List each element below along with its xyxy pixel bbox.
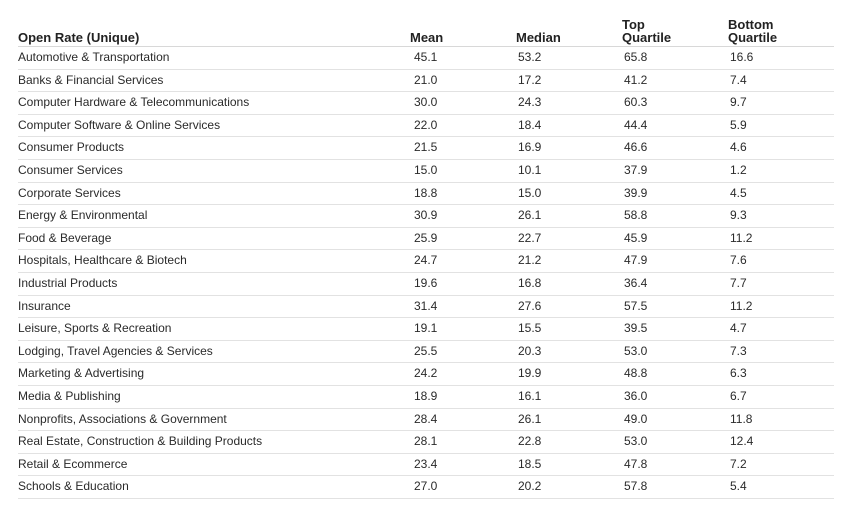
row-mean-cell: 45.1 — [410, 47, 516, 70]
row-bottom-quartile-cell: 7.6 — [728, 250, 834, 273]
row-median-cell: 18.4 — [516, 114, 622, 137]
table-header-row — [18, 14, 834, 47]
row-top-quartile-cell: 36.4 — [622, 272, 728, 295]
row-median-cell: 20.3 — [516, 340, 622, 363]
row-median-cell: 16.9 — [516, 137, 622, 160]
row-median-cell: 53.2 — [516, 47, 622, 70]
row-bottom-quartile-cell: 7.3 — [728, 340, 834, 363]
table-row — [18, 385, 834, 408]
row-category-cell: Media & Publishing — [18, 385, 410, 408]
row-median-cell: 27.6 — [516, 295, 622, 318]
row-bottom-quartile-cell: 9.7 — [728, 92, 834, 115]
header-bottom-quartile: Bottom Quartile — [728, 14, 834, 47]
row-bottom-quartile-cell: 12.4 — [728, 431, 834, 454]
table-row — [18, 159, 834, 182]
row-top-quartile-cell: 49.0 — [622, 408, 728, 431]
row-bottom-quartile-cell: 4.6 — [728, 137, 834, 160]
header-median: Median — [516, 14, 622, 47]
row-bottom-quartile-cell: 7.7 — [728, 272, 834, 295]
row-mean-cell: 28.4 — [410, 408, 516, 431]
row-top-quartile-cell: 53.0 — [622, 340, 728, 363]
row-median-cell: 20.2 — [516, 476, 622, 499]
row-median-cell: 22.8 — [516, 431, 622, 454]
row-mean-cell: 19.1 — [410, 318, 516, 341]
row-bottom-quartile-cell: 4.7 — [728, 318, 834, 341]
row-bottom-quartile-cell: 7.4 — [728, 69, 834, 92]
row-category-cell: Schools & Education — [18, 476, 410, 499]
row-category-cell: Lodging, Travel Agencies & Services — [18, 340, 410, 363]
row-mean-cell: 21.5 — [410, 137, 516, 160]
row-category-cell: Computer Software & Online Services — [18, 114, 410, 137]
row-mean-cell: 21.0 — [410, 69, 516, 92]
table-row — [18, 295, 834, 318]
row-category-cell: Banks & Financial Services — [18, 69, 410, 92]
row-bottom-quartile-cell: 6.3 — [728, 363, 834, 386]
row-top-quartile-cell: 60.3 — [622, 92, 728, 115]
table-row — [18, 182, 834, 205]
table-row — [18, 453, 834, 476]
row-category-cell: Real Estate, Construction & Building Products — [18, 431, 410, 454]
row-bottom-quartile-cell: 5.9 — [728, 114, 834, 137]
table-row — [18, 114, 834, 137]
row-bottom-quartile-cell: 4.5 — [728, 182, 834, 205]
row-category-cell: Marketing & Advertising — [18, 363, 410, 386]
table-row — [18, 272, 834, 295]
row-median-cell: 18.5 — [516, 453, 622, 476]
table-row — [18, 363, 834, 386]
table-row — [18, 69, 834, 92]
row-top-quartile-cell: 65.8 — [622, 47, 728, 70]
table-row — [18, 476, 834, 499]
row-bottom-quartile-cell: 6.7 — [728, 385, 834, 408]
row-category-cell: Leisure, Sports & Recreation — [18, 318, 410, 341]
row-mean-cell: 19.6 — [410, 272, 516, 295]
row-top-quartile-cell: 57.8 — [622, 476, 728, 499]
table-row — [18, 227, 834, 250]
row-mean-cell: 27.0 — [410, 476, 516, 499]
row-bottom-quartile-cell: 16.6 — [728, 47, 834, 70]
row-top-quartile-cell: 57.5 — [622, 295, 728, 318]
table-row — [18, 92, 834, 115]
row-mean-cell: 18.9 — [410, 385, 516, 408]
row-top-quartile-cell: 53.0 — [622, 431, 728, 454]
row-mean-cell: 25.9 — [410, 227, 516, 250]
row-category-cell: Computer Hardware & Telecommunications — [18, 92, 410, 115]
row-top-quartile-cell: 45.9 — [622, 227, 728, 250]
row-median-cell: 26.1 — [516, 408, 622, 431]
row-mean-cell: 30.9 — [410, 205, 516, 228]
open-rate-table-container — [18, 14, 836, 499]
row-mean-cell: 25.5 — [410, 340, 516, 363]
row-top-quartile-cell: 39.5 — [622, 318, 728, 341]
row-top-quartile-cell: 44.4 — [622, 114, 728, 137]
row-median-cell: 21.2 — [516, 250, 622, 273]
row-bottom-quartile-cell: 11.2 — [728, 295, 834, 318]
row-category-cell: Insurance — [18, 295, 410, 318]
row-mean-cell: 30.0 — [410, 92, 516, 115]
table-row — [18, 47, 834, 70]
row-category-cell: Consumer Products — [18, 137, 410, 160]
row-median-cell: 15.5 — [516, 318, 622, 341]
row-bottom-quartile-cell: 5.4 — [728, 476, 834, 499]
row-top-quartile-cell: 47.9 — [622, 250, 728, 273]
row-bottom-quartile-cell: 11.8 — [728, 408, 834, 431]
row-median-cell: 16.1 — [516, 385, 622, 408]
row-mean-cell: 15.0 — [410, 159, 516, 182]
row-top-quartile-cell: 39.9 — [622, 182, 728, 205]
row-category-cell: Industrial Products — [18, 272, 410, 295]
row-mean-cell: 31.4 — [410, 295, 516, 318]
row-top-quartile-cell: 37.9 — [622, 159, 728, 182]
table-row — [18, 408, 834, 431]
table-row — [18, 431, 834, 454]
row-median-cell: 19.9 — [516, 363, 622, 386]
header-mean: Mean — [410, 14, 516, 47]
row-category-cell: Hospitals, Healthcare & Biotech — [18, 250, 410, 273]
open-rate-table — [18, 14, 834, 499]
row-bottom-quartile-cell: 7.2 — [728, 453, 834, 476]
table-row — [18, 340, 834, 363]
row-top-quartile-cell: 48.8 — [622, 363, 728, 386]
row-median-cell: 17.2 — [516, 69, 622, 92]
row-mean-cell: 22.0 — [410, 114, 516, 137]
row-category-cell: Automotive & Transportation — [18, 47, 410, 70]
row-top-quartile-cell: 36.0 — [622, 385, 728, 408]
row-bottom-quartile-cell: 1.2 — [728, 159, 834, 182]
table-row — [18, 318, 834, 341]
row-mean-cell: 23.4 — [410, 453, 516, 476]
table-body — [18, 47, 834, 499]
row-mean-cell: 18.8 — [410, 182, 516, 205]
row-mean-cell: 24.7 — [410, 250, 516, 273]
header-top-quartile: Top Quartile — [622, 14, 728, 47]
row-category-cell: Food & Beverage — [18, 227, 410, 250]
row-mean-cell: 24.2 — [410, 363, 516, 386]
row-top-quartile-cell: 47.8 — [622, 453, 728, 476]
table-row — [18, 137, 834, 160]
row-median-cell: 15.0 — [516, 182, 622, 205]
row-top-quartile-cell: 46.6 — [622, 137, 728, 160]
row-median-cell: 22.7 — [516, 227, 622, 250]
row-median-cell: 10.1 — [516, 159, 622, 182]
row-median-cell: 16.8 — [516, 272, 622, 295]
row-category-cell: Corporate Services — [18, 182, 410, 205]
row-median-cell: 24.3 — [516, 92, 622, 115]
table-row — [18, 250, 834, 273]
row-category-cell: Consumer Services — [18, 159, 410, 182]
row-bottom-quartile-cell: 9.3 — [728, 205, 834, 228]
row-median-cell: 26.1 — [516, 205, 622, 228]
row-category-cell: Energy & Environmental — [18, 205, 410, 228]
row-bottom-quartile-cell: 11.2 — [728, 227, 834, 250]
row-top-quartile-cell: 41.2 — [622, 69, 728, 92]
table-row — [18, 205, 834, 228]
row-top-quartile-cell: 58.8 — [622, 205, 728, 228]
row-mean-cell: 28.1 — [410, 431, 516, 454]
row-category-cell: Retail & Ecommerce — [18, 453, 410, 476]
header-category: Open Rate (Unique) — [18, 14, 410, 47]
row-category-cell: Nonprofits, Associations & Government — [18, 408, 410, 431]
